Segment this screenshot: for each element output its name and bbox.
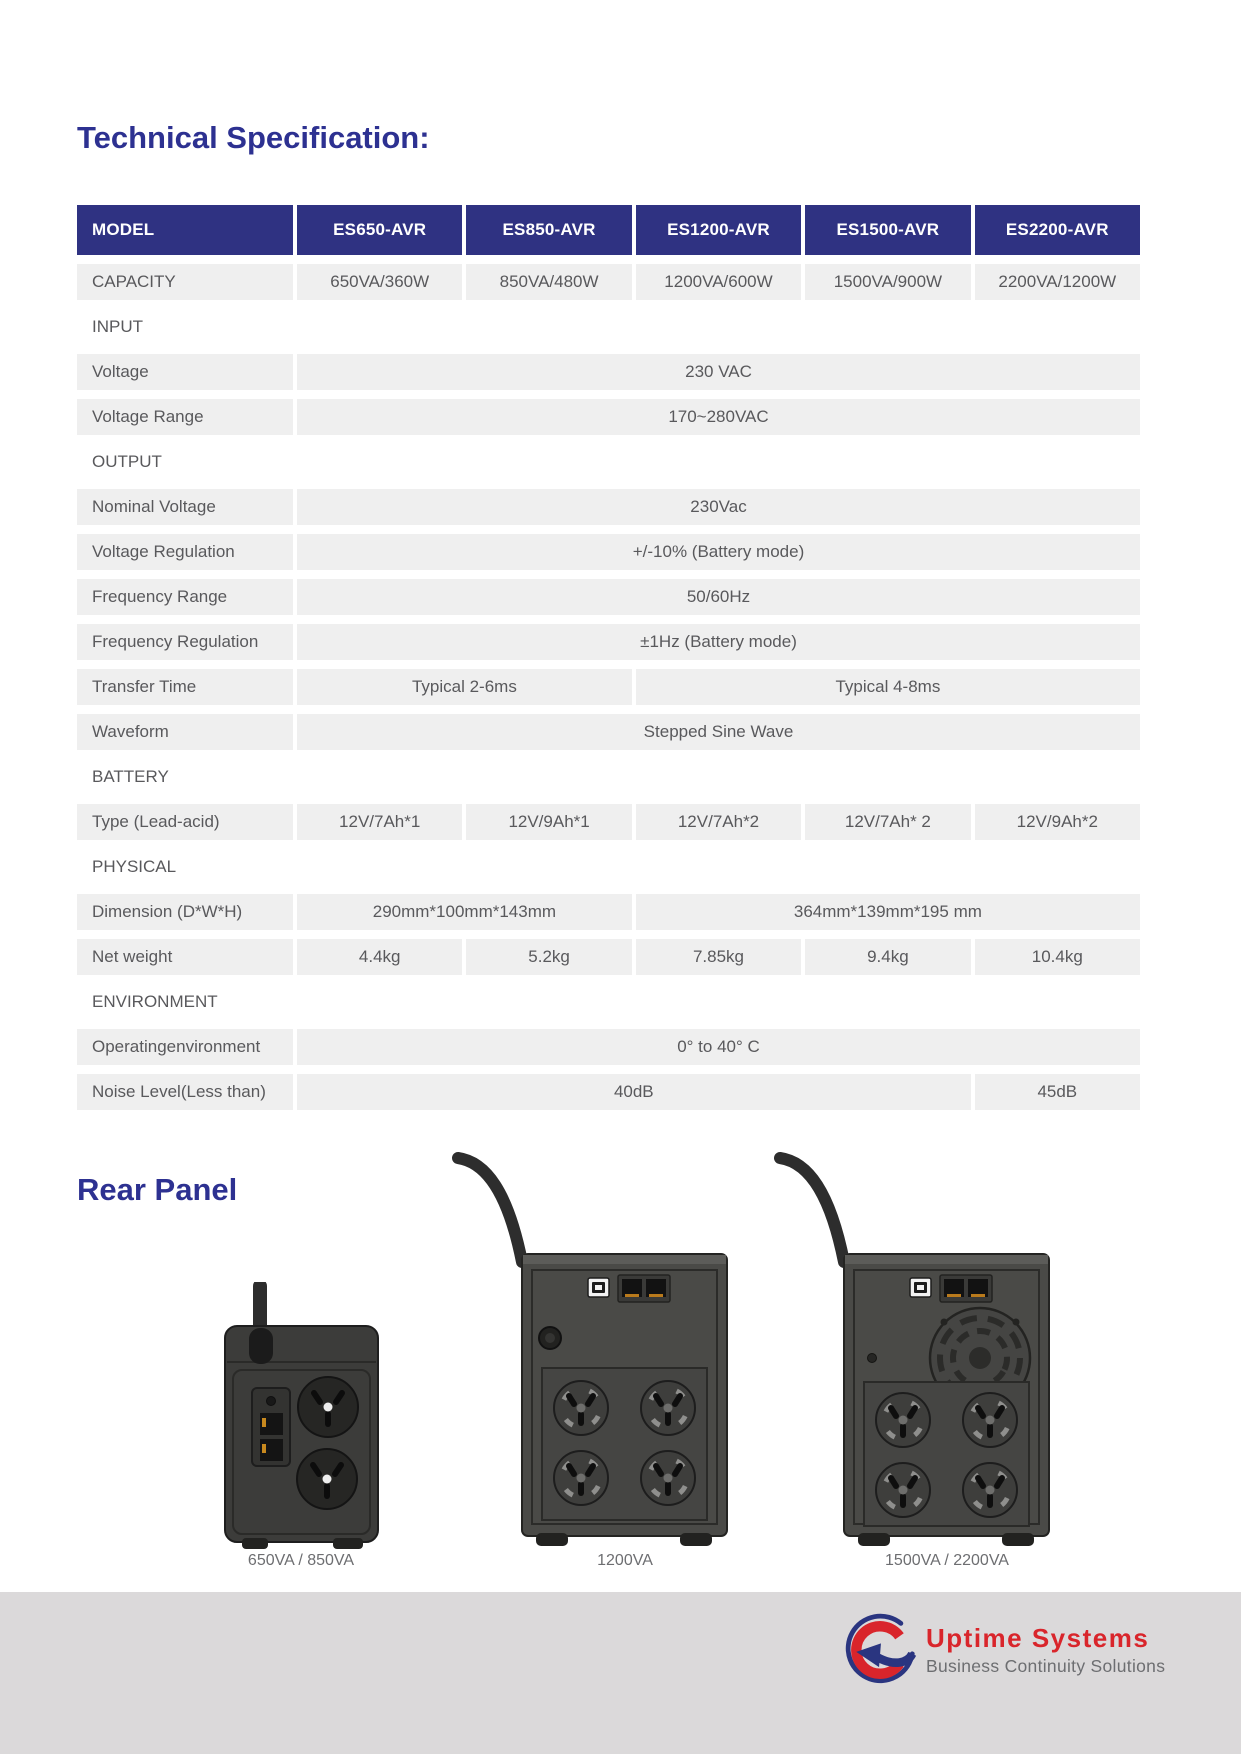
row-label: Voltage Regulation <box>77 534 293 570</box>
row-label: Voltage Range <box>77 399 293 435</box>
usb-port-icon <box>588 1278 609 1297</box>
model-name-header: ES2200-AVR <box>975 205 1140 255</box>
table-cell: 650VA/360W <box>297 264 462 300</box>
table-cell: 4.4kg <box>297 939 462 975</box>
table-cell: 5.2kg <box>466 939 631 975</box>
table-cell: +/-10% (Battery mode) <box>297 534 1140 570</box>
section-row <box>77 444 1140 480</box>
table-cell: 0° to 40° C <box>297 1029 1140 1065</box>
screw-hole-icon <box>868 1354 877 1363</box>
row-label: PHYSICAL <box>92 857 177 876</box>
row-label: Transfer Time <box>77 669 293 705</box>
power-socket-icon <box>641 1451 695 1505</box>
rj45-ports-icon <box>940 1275 992 1302</box>
page-title: Technical Specification: <box>77 120 430 155</box>
table-cell: 10.4kg <box>975 939 1140 975</box>
section-row <box>77 759 1140 795</box>
brand-name: Uptime Systems <box>926 1623 1150 1653</box>
table-cell: Typical 4-8ms <box>636 669 1140 705</box>
table-row <box>77 1029 1140 1065</box>
foot <box>536 1533 568 1546</box>
unit-caption-1500-2200: 1500VA / 2200VA <box>885 1552 1009 1569</box>
ups-body <box>225 1326 378 1542</box>
foot <box>680 1533 712 1546</box>
company-logo <box>842 1612 1165 1688</box>
table-row <box>77 489 1140 525</box>
table-cell: 40dB <box>297 1074 971 1110</box>
table-row <box>77 264 1140 300</box>
table-cell: 364mm*139mm*195 mm <box>636 894 1140 930</box>
unit-caption-650-850: 650VA / 850VA <box>247 1552 355 1569</box>
table-row <box>77 399 1140 435</box>
section-row <box>77 849 1140 885</box>
table-cell: 50/60Hz <box>297 579 1140 615</box>
table-row <box>77 354 1140 390</box>
power-socket-icon <box>554 1381 608 1435</box>
table-cell: 1500VA/900W <box>805 264 970 300</box>
table-row <box>77 939 1140 975</box>
ups-rear-650-850-image <box>205 1282 385 1552</box>
table-row <box>77 804 1140 840</box>
foot <box>242 1538 268 1549</box>
ups-rear-1500-2200-image <box>772 1150 1052 1552</box>
top-lid <box>523 1255 726 1264</box>
row-label: Noise Level(Less than) <box>77 1074 293 1110</box>
top-lid <box>845 1255 1048 1264</box>
table-row <box>77 714 1140 750</box>
table-cell: 230 VAC <box>297 354 1140 390</box>
footer-band <box>0 1592 1241 1754</box>
table-cell: 12V/7Ah* 2 <box>805 804 970 840</box>
table-row <box>77 669 1140 705</box>
foot <box>333 1538 363 1549</box>
power-socket-icon <box>641 1381 695 1435</box>
table-cell: 45dB <box>975 1074 1140 1110</box>
row-label: Net weight <box>77 939 293 975</box>
usb-port-icon <box>910 1278 931 1297</box>
brand-tagline: Business Continuity Solutions <box>926 1656 1166 1676</box>
row-label: CAPACITY <box>77 264 293 300</box>
table-cell: Stepped Sine Wave <box>297 714 1140 750</box>
section-row <box>77 309 1140 345</box>
table-cell: 12V/9Ah*1 <box>466 804 631 840</box>
power-socket-icon <box>297 1449 357 1509</box>
table-cell: 12V/7Ah*1 <box>297 804 462 840</box>
table-cell: 2200VA/1200W <box>975 264 1140 300</box>
row-label: ENVIRONMENT <box>92 992 218 1011</box>
model-name-header: ES850-AVR <box>466 205 631 255</box>
model-name-header: ES650-AVR <box>297 205 462 255</box>
row-label: OUTPUT <box>92 452 162 471</box>
table-row <box>77 1074 1140 1110</box>
table-cell: ±1Hz (Battery mode) <box>297 624 1140 660</box>
rear-panel-title: Rear Panel <box>77 1172 238 1207</box>
power-cord <box>780 1158 844 1262</box>
table-cell: 290mm*100mm*143mm <box>297 894 632 930</box>
table-cell: 170~280VAC <box>297 399 1140 435</box>
section-row <box>77 984 1140 1020</box>
model-name-header: ES1200-AVR <box>636 205 801 255</box>
row-label: Nominal Voltage <box>77 489 293 525</box>
table-cell: 12V/9Ah*2 <box>975 804 1140 840</box>
foot <box>858 1533 890 1546</box>
rj45-ports-icon <box>618 1275 670 1302</box>
table-row <box>77 579 1140 615</box>
table-cell: 12V/7Ah*2 <box>636 804 801 840</box>
table-header-row <box>77 205 1140 255</box>
row-label: Waveform <box>77 714 293 750</box>
table-row <box>77 534 1140 570</box>
spec-table <box>77 205 1140 1110</box>
table-cell: 9.4kg <box>805 939 970 975</box>
row-label: Operatingenvironment <box>77 1029 293 1065</box>
foot <box>1002 1533 1034 1546</box>
row-label: Frequency Range <box>77 579 293 615</box>
table-cell: 230Vac <box>297 489 1140 525</box>
row-label: Voltage <box>77 354 293 390</box>
cord-entry <box>249 1328 273 1364</box>
row-label: BATTERY <box>92 767 169 786</box>
row-label: Type (Lead-acid) <box>77 804 293 840</box>
model-name-header: ES1500-AVR <box>805 205 970 255</box>
row-label: Frequency Regulation <box>77 624 293 660</box>
power-socket-icon <box>963 1463 1017 1517</box>
row-label: INPUT <box>92 317 143 336</box>
table-cell: Typical 2-6ms <box>297 669 632 705</box>
row-label: Dimension (D*W*H) <box>77 894 293 930</box>
power-socket-icon <box>298 1377 358 1437</box>
ups-rear-1200-image <box>450 1150 730 1552</box>
table-cell: 850VA/480W <box>466 264 631 300</box>
power-cord <box>458 1158 522 1262</box>
uptime-logo-icon <box>842 1612 918 1688</box>
unit-caption-1200: 1200VA <box>597 1552 653 1569</box>
power-socket-icon <box>963 1393 1017 1447</box>
power-socket-icon <box>876 1393 930 1447</box>
table-cell: 7.85kg <box>636 939 801 975</box>
power-socket-icon <box>876 1463 930 1517</box>
model-column-header: MODEL <box>77 205 293 255</box>
power-socket-icon <box>554 1451 608 1505</box>
screw-hole-icon <box>267 1397 276 1406</box>
breaker-icon <box>539 1327 561 1349</box>
table-row <box>77 894 1140 930</box>
table-row <box>77 624 1140 660</box>
table-cell: 1200VA/600W <box>636 264 801 300</box>
